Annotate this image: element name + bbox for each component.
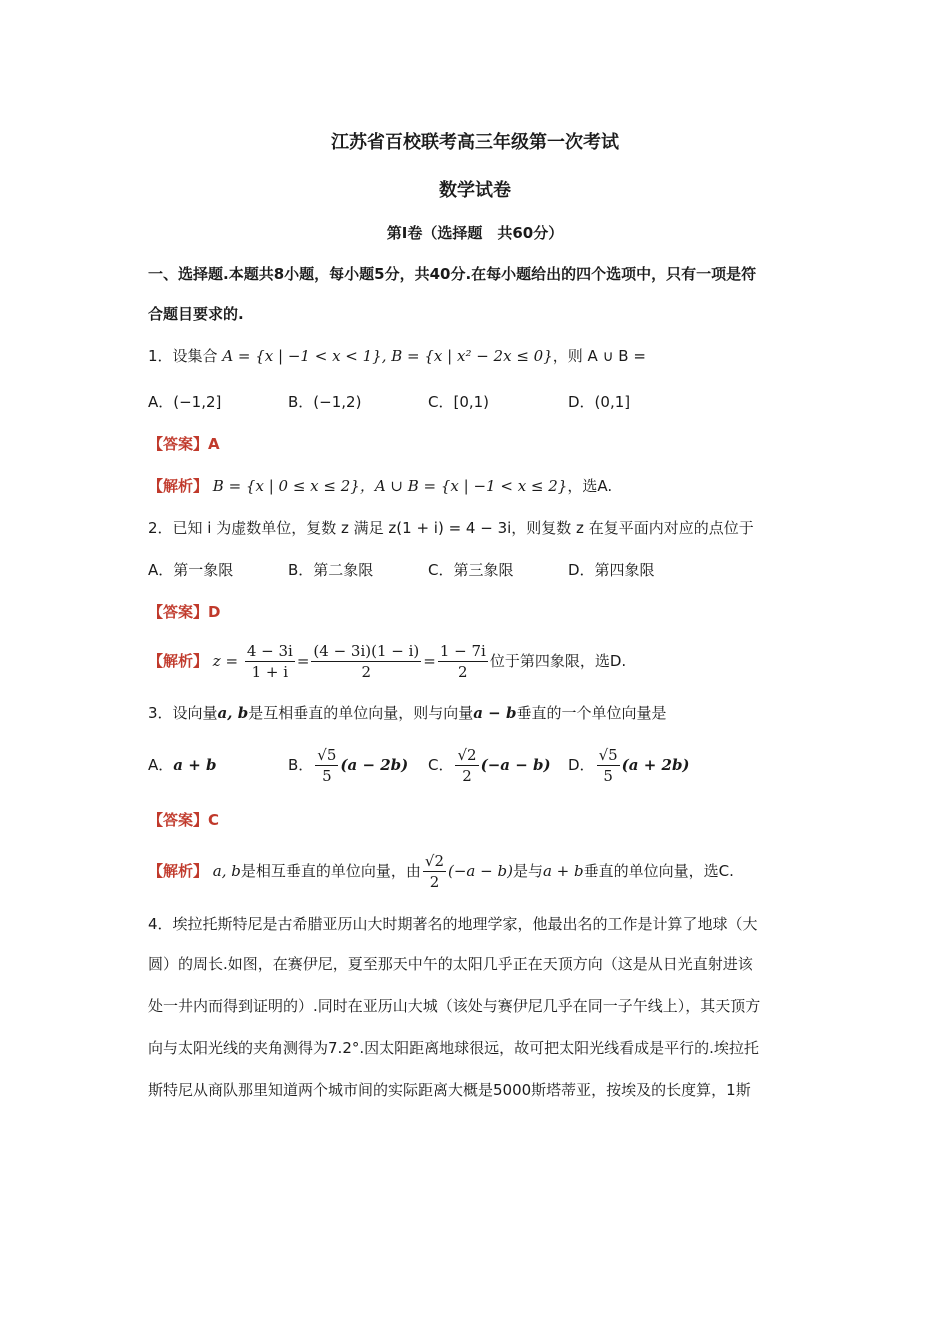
q1-sets: A = {x | −1 < x < 1}, B = {x | x² − 2x ≤ 0} [222,347,553,365]
q1-suffix: ，则 A ∪ B = [552,347,646,365]
q2-analysis: 【解析】 z = $\frac{4 - 3i}{1 + i}$ = $\frac{(4 - 3i)(1 - i)}{2}$ = $\frac{1 - 7i}{2}$ 位于第四象限，选D. [148,642,627,681]
fraction-numerator: √2 [424,852,445,870]
analysis-label: 【解析】 [148,862,209,880]
fraction-denominator: 5 [603,767,613,785]
q2-fraction-2 [311,641,421,682]
option-fraction [455,745,478,786]
q1-answer-value: A [208,435,220,453]
q2-answer-value: D [208,603,221,621]
instructions-line-2: 合题目要求的. [148,305,244,323]
q3-stem-vec2: a − b [473,704,517,722]
q3-answer [148,810,219,830]
option-fraction [315,745,338,786]
fraction-denominator: 2 [458,663,468,681]
q3-analysis-tail: 垂直的单位向量，选C. [583,862,734,880]
fraction-numerator: √5 [317,746,337,764]
analysis-label: 【解析】 [148,652,209,670]
option-expression: a + b [173,756,217,774]
fraction-denominator: 1 + i [251,663,289,681]
option-label: B． [288,756,314,774]
q1-analysis [148,476,612,496]
q3-option-a [148,744,217,786]
q1-option-b: B．(−1,2) [288,393,362,411]
question-3-stem [148,703,666,723]
q4-line-4: 向与太阳光线的夹角测得为7.2°.因太阳距离地球很远，故可把太阳光线看成是平行的.埃拉托 [148,1039,759,1057]
question-1-stem [148,346,646,366]
q2-option-b: B．第二象限 [288,561,374,579]
q2-answer [148,602,220,622]
q2-fraction-3 [438,641,488,682]
option-expression: (a + 2b) [621,756,690,774]
answer-label: 【答案】 [148,603,209,621]
q1-prefix: 1．设集合 [148,347,218,365]
q3-analysis [148,850,734,892]
option-expression: (a − 2b) [340,756,409,774]
option-label: D． [568,756,595,774]
option-label: C． [428,756,454,774]
q2-option-d: D．第四象限 [568,561,655,579]
q2-analysis-z: z = [212,652,239,670]
q3-analysis-mid2: 是与 [512,862,543,880]
q1-option-c: C．[0,1) [428,393,490,411]
q4-line-2: 圆）的周长.如图，在赛伊尼，夏至那天中午的太阳几乎正在天顶方向（这是从日光直射进该 [148,955,753,973]
q2-option-a: A．第一象限 [148,561,234,579]
option-fraction [597,745,620,786]
q3-analysis-fraction [423,851,446,892]
fraction-numerator: 1 − 7i [439,642,486,660]
analysis-label: 【解析】 [148,477,209,495]
q1-analysis-tail: ，选A. [567,477,613,495]
q4-line-5: 斯特尼从商队那里知道两个城市间的实际距离大概是5000斯塔蒂亚，按埃及的长度算，1斯 [148,1081,751,1099]
q3-analysis-mid: 是相互垂直的单位向量，由 [240,862,421,880]
q2-fraction-1 [245,641,295,682]
fraction-denominator: 5 [322,767,332,785]
fraction-denominator: 2 [462,767,472,785]
q1-option-a: A．(−1,2] [148,393,222,411]
q3-option-d [568,744,690,786]
q3-answer-value: C [208,811,220,829]
option-label: A． [148,756,174,774]
q1-option-d: D．(0,1] [568,393,631,411]
q3-stem-c: 垂直的一个单位向量是 [516,704,667,722]
q1-analysis-math: B = {x | 0 ≤ x ≤ 2}，A ∪ B = {x | −1 < x ≤ 2} [212,477,568,495]
exam-title: 江苏省百校联考高三年级第一次考试 [331,132,619,153]
q3-stem-a: 3．设向量 [148,704,218,722]
q3-analysis-vec: a, b [212,862,241,880]
q4-line-1: 4．埃拉托斯特尼是古希腊亚历山大时期著名的地理学家，他最出名的工作是计算了地球（大 [148,915,758,933]
q2-analysis-tail: 位于第四象限，选D. [489,652,627,670]
q4-line-3: 处一井内而得到证明的）.同时在亚历山大城（该处与赛伊尼几乎在同一子午线上），其天顶方 [148,997,761,1015]
instructions-line-1: 一、选择题.本题共8小题，每小题5分，共40分.在每小题给出的四个选项中，只有一项是符 [148,265,757,283]
q1-answer [148,434,220,454]
section-title: 第Ⅰ卷（选择题 共60分） [386,224,564,242]
q3-stem-vec: a, b [217,704,249,722]
fraction-numerator: √5 [598,746,618,764]
q2-option-c: C．第三象限 [428,561,514,579]
option-expression: (−a − b) [480,756,551,774]
q3-stem-b: 是互相垂直的单位向量，则与向量 [248,704,474,722]
fraction-numerator: (4 − 3i)(1 − i) [313,642,420,660]
subject-title: 数学试卷 [439,180,511,201]
fraction-denominator: 2 [361,663,372,681]
fraction-numerator: √2 [457,746,477,764]
q3-analysis-expr: (−a − b) [448,862,513,880]
answer-label: 【答案】 [148,811,209,829]
question-2-stem: 2．已知 i 为虚数单位，复数 z 满足 z(1 + i) = 4 − 3i，则复数 z 在复平面内对应的点位于 [148,519,754,537]
answer-label: 【答案】 [148,435,209,453]
fraction-numerator: 4 − 3i [246,642,293,660]
q3-analysis-expr2: a + b [542,862,584,880]
q3-option-b [288,744,408,786]
q3-option-c [428,744,551,786]
fraction-denominator: 2 [429,873,440,891]
